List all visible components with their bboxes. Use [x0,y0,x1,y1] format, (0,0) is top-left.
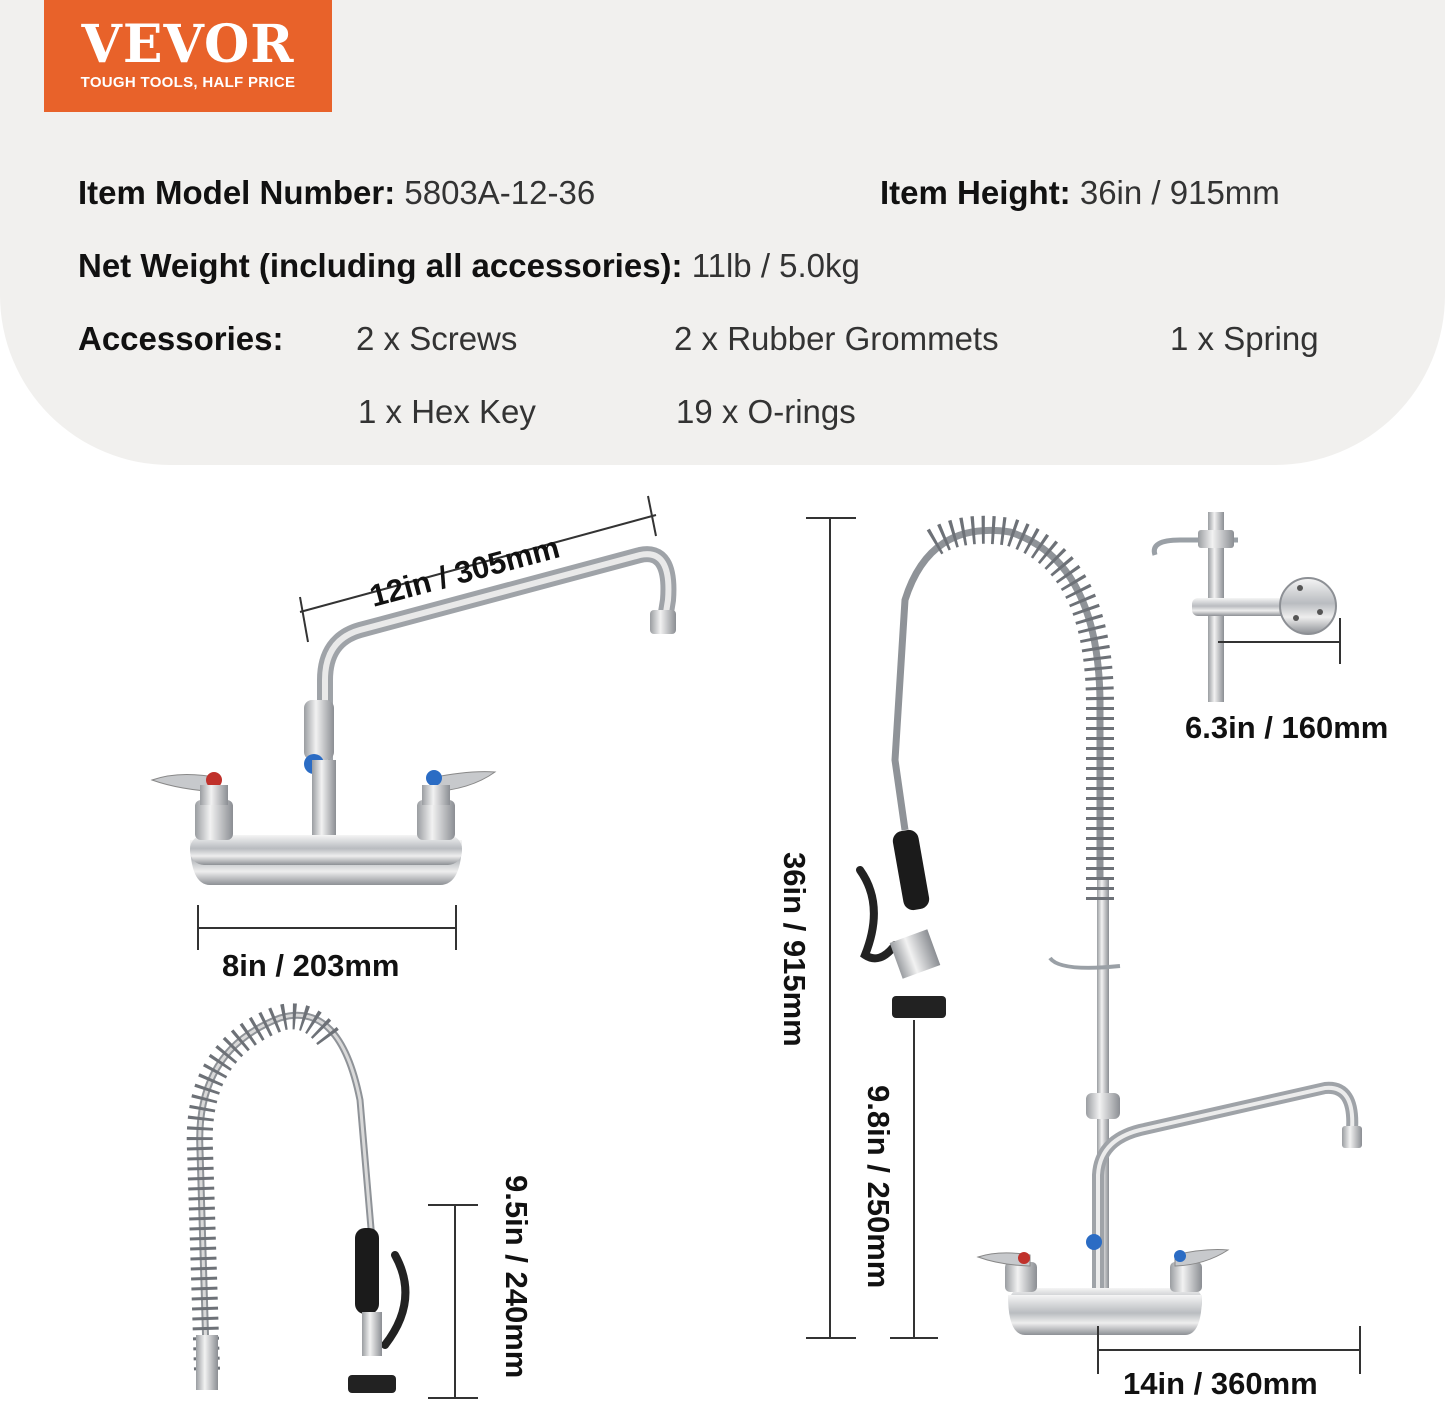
faucet-center-label: 8in / 203mm [222,948,400,983]
brand-name: VEVOR [81,14,295,75]
net-weight-label: Net Weight (including all accessories): [78,247,683,284]
brand-tagline: TOUGH TOOLS, HALF PRICE [80,74,296,91]
sprayer-dimension-line [428,1205,478,1398]
accessory-item: 2 x Screws [356,320,518,357]
hose-sprayer-illustration [196,1015,405,1393]
hose-sprayer-label: 9.5in / 240mm [499,1175,534,1379]
total-height-dimension-line [806,518,856,1338]
wall-bracket-illustration [1154,512,1336,702]
sprayer-height-label: 9.8in / 250mm [861,1085,896,1289]
accessory-item: 1 x Hex Key [358,393,536,430]
faucet-center-dimension-line [198,905,456,950]
accessories-label: Accessories: [78,320,284,357]
base-width-label: 14in / 360mm [1123,1366,1318,1401]
pre-rinse-unit-illustration [860,530,1362,1335]
wall-bracket-label: 6.3in / 160mm [1185,710,1389,745]
item-height-value: 36in / 915mm [1079,174,1280,211]
spout-length-label: 12in / 305mm [366,529,564,614]
sprayer-height-dimension-line [890,1020,938,1338]
accessory-item: 2 x Rubber Grommets [674,320,999,357]
total-height-label: 36in / 915mm [777,852,812,1047]
accessory-item: 19 x O-rings [676,393,856,430]
model-number-value: 5803A-12-36 [404,174,596,211]
item-height-label: Item Height: [880,174,1071,211]
net-weight-value: 11lb / 5.0kg [691,247,860,284]
model-number-label: Item Model Number: [78,174,396,211]
accessory-item: 1 x Spring [1170,320,1319,357]
